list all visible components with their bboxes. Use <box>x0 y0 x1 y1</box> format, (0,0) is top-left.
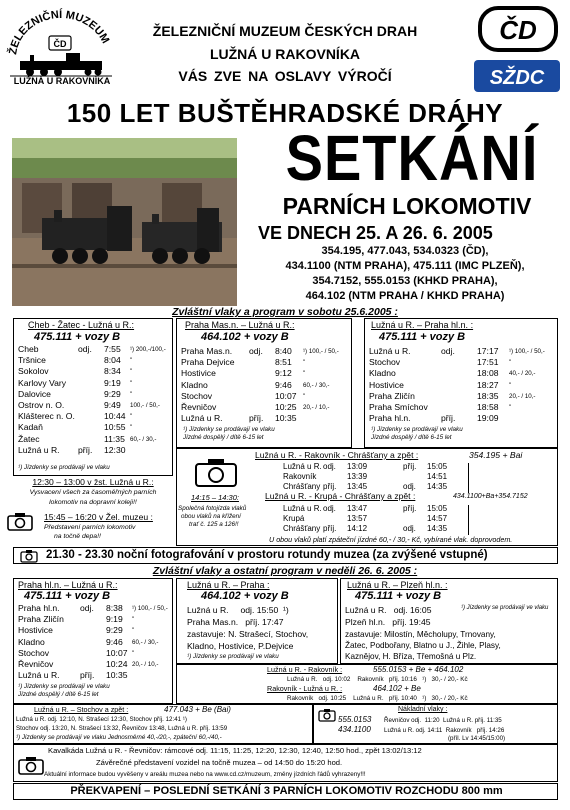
sat1-note: ¹) Jízdenky se prodávají ve vlaku <box>18 464 110 471</box>
sat1-timetable <box>18 344 172 456</box>
station-name: Praha Zličín <box>369 390 415 401</box>
timetable-row <box>181 413 351 424</box>
sun2-line2: Praha Mas.n. příj. 17:47 <box>187 617 284 627</box>
sbr-l1a: 555.0153 <box>338 715 372 724</box>
timetable-row <box>369 357 557 368</box>
timetable-row <box>181 402 351 413</box>
timetable-row <box>369 391 557 402</box>
time-value: 10:55 <box>104 422 126 433</box>
sbl-route: Lužná u R. – Stochov a zpět : <box>34 705 129 714</box>
sun-mid-route: Lužná u R. - Rakovník : <box>267 665 343 674</box>
arr-dep-label: příj. <box>78 444 93 455</box>
shuttle-loco2: 434.1100+Ba+354.7152 <box>453 493 528 500</box>
header-line2: LUŽNÁ U RAKOVNÍKA <box>209 46 361 62</box>
timetable-row <box>369 402 557 413</box>
timetable-row <box>18 411 172 422</box>
sat2-note2: Jízdné dospělý / dítě 6-15 let <box>183 434 264 441</box>
timetable-row <box>18 625 172 636</box>
station-name: Cheb <box>18 344 39 354</box>
station-name: Hostivice <box>18 625 53 636</box>
camera-icon <box>318 708 336 727</box>
station-name: Klášterec n. O. <box>18 411 75 422</box>
sat3-train: 475.111 + vozy B <box>379 331 466 343</box>
sun3-line5: Kaznějov, H. Bříza, Třemošná u Plz. <box>345 652 477 661</box>
arr-dep-label: odj. <box>78 344 92 354</box>
sun3-line3: zastavuje: Milostín, Měcholupy, Trnovany, <box>345 630 496 639</box>
time-value: 9:12 <box>275 368 292 379</box>
sat2-note1: ¹) Jízdenky se prodávají ve vlaku <box>183 426 275 433</box>
arr-dep-label: příj. <box>323 482 337 491</box>
timetable-row <box>18 434 172 445</box>
sun-train-box-3 <box>340 578 558 664</box>
time-value: 9:29 <box>104 388 121 399</box>
timetable-row <box>18 378 172 389</box>
sun3-train: 475.111 + vozy B <box>355 590 442 602</box>
shuttle-footer: U obou vlaků platí zpáteční jízdné 60,- / 30,- Kč, vybírané vlak. doprovodem. <box>269 535 513 544</box>
station-name: Kadaň <box>18 422 43 433</box>
time-value: 10:25 <box>275 401 297 412</box>
fare-value: " <box>132 627 135 635</box>
fare-value: " <box>303 370 306 378</box>
sun-train-box-2 <box>176 578 338 664</box>
time-value: 17:51 <box>477 357 499 368</box>
time-value: 14:57 <box>427 514 448 523</box>
station-name: Hostivice <box>181 368 216 379</box>
fare-value: " <box>130 379 133 387</box>
sbr-l3: (příl. Lv 14:45/15:00) <box>448 735 506 742</box>
time-value: 8:51 <box>275 357 292 368</box>
sat-train-box-1 <box>13 318 173 476</box>
saturday-title: Zvláštní vlaky a program v sobotu 25.6.2005 : <box>172 306 398 318</box>
timetable-row <box>18 614 172 625</box>
timetable-row <box>369 368 557 379</box>
time-value: 10:35 <box>275 413 297 424</box>
station-name: Žatec <box>18 433 40 444</box>
camera-icon-svg <box>7 511 33 531</box>
time-value: 12:30 <box>104 444 126 455</box>
footer-text: PŘEKVAPENÍ – POSLEDNÍ SETKÁNÍ 3 PARNÍCH LOKOMOTIV ROZCHODU 800 mm <box>70 785 503 797</box>
station-name: Lužná u R. <box>369 346 411 356</box>
sun1-timetable <box>18 603 172 681</box>
sun3-route: Lužná u R. – Plzeň hl.n. : <box>347 580 448 590</box>
locomotive-photo <box>12 138 237 306</box>
fare-value: ¹) 100,- / 50,- <box>303 348 339 355</box>
time-value: 13:57 <box>347 514 368 523</box>
time-value: 14:35 <box>427 524 448 533</box>
sun-bottom-left-box <box>13 704 313 744</box>
arr-dep-label: odj. <box>249 346 263 356</box>
cd-logo-icon <box>478 6 558 52</box>
sat3-note2: Jízdné dospělý / dítě 6-15 let <box>371 434 452 441</box>
sat-program-line6: na točně depa!! <box>54 533 101 540</box>
station-name: Ostrov n. O. <box>18 399 65 410</box>
time-value: 18:27 <box>477 379 499 390</box>
fare-value: ¹) 100,- / 50,- <box>509 348 545 355</box>
station-name: Praha hl.n. <box>369 413 411 424</box>
fare-value: ¹) 200,-/100,- <box>130 346 166 353</box>
timetable-row <box>18 659 172 670</box>
shuttle-cross1: Společná fotojízda vlaků <box>178 505 247 512</box>
arr-dep-label: příj. <box>441 413 456 424</box>
sat1-train: 475.111 + vozy B <box>34 331 121 343</box>
time-value: 13:09 <box>347 462 368 471</box>
time-value: 8:04 <box>104 355 121 366</box>
shuttle-cross3: trať č. 125 a 126!! <box>189 521 239 528</box>
sun-mid-loco: 555.0153 + Be + 464.102 <box>373 665 464 674</box>
station-name: Hostivice <box>369 379 404 390</box>
fare-value: " <box>130 390 133 398</box>
time-value: 9:19 <box>106 614 123 625</box>
sun3-line4: Žatec, Podbořany, Blatno u J., Žihle, Plasy, <box>345 641 501 650</box>
arr-dep-label: příj. <box>403 462 417 471</box>
time-value: 9:46 <box>275 379 292 390</box>
cavalcade-box <box>13 744 558 782</box>
timetable-row <box>369 346 557 357</box>
sun1-note2: Jízdné dospělý / dítě 6-15 let <box>18 691 99 698</box>
time-value: 13:47 <box>347 504 368 513</box>
arr-dep-label: příj. <box>323 524 337 533</box>
sun2-note: ¹) Jízdenky se prodávají ve vlaku <box>187 653 279 660</box>
camera-icon-svg <box>195 457 237 487</box>
sun-mid-line1: Lužná u R. odj. 10:02 Rakovník příj. 10:16 ¹) 30,- / 20,- Kč <box>287 676 468 683</box>
time-value: 7:55 <box>104 344 121 354</box>
arr-dep-label: odj. <box>403 482 416 491</box>
time-value: 15:05 <box>427 504 448 513</box>
station-name: Kladno <box>369 368 396 379</box>
sat2-train: 464.102 + vozy B <box>201 331 289 343</box>
station-name: Rakovník <box>283 472 317 481</box>
station-name: Kladno <box>181 379 208 390</box>
fare-value: " <box>509 381 512 389</box>
time-value: 17:17 <box>477 346 499 356</box>
fare-value: 20,- / 10,- <box>132 660 159 668</box>
arr-dep-label: odj. <box>441 346 455 356</box>
museum-logo-text: LUŽNÁ U RAKOVNÍKA <box>13 76 111 86</box>
sun2-train: 464.102 + vozy B <box>201 590 289 602</box>
shuttle-row <box>283 513 463 523</box>
shuttle-arrow-2 <box>468 505 469 535</box>
camera-icon-svg <box>18 755 44 775</box>
sun3-line1-note: ¹) Jízdenky se prodávají ve vlaku <box>461 605 549 611</box>
night-photo-box <box>13 547 558 564</box>
sat-program-line4: 15:45 – 16:20 v Žel. muzeu : <box>44 512 153 522</box>
shuttle-arrow-1 <box>468 463 469 493</box>
time-value: 13:45 <box>347 482 368 491</box>
timetable-row <box>18 389 172 400</box>
fare-value: " <box>132 649 135 657</box>
camera-icon-svg <box>318 708 336 722</box>
sat2-route: Praha Mas.n. – Lužná u R.: <box>185 320 295 330</box>
shuttle-cross2: obou vlaků na křížení <box>181 513 241 520</box>
header-line1: ŽELEZNIČNÍ MUZEUM ČESKÝCH DRAH <box>152 23 418 39</box>
sat1-route: Cheb - Žatec - Lužná u R.: <box>28 320 135 330</box>
sat-program-line5: Představení parních lokomotiv <box>44 524 136 531</box>
fare-value: 20,- / 10,- <box>303 403 330 411</box>
sat-train-box-3 <box>364 318 558 448</box>
timetable-row <box>18 670 172 681</box>
sbl-line2: Stochov odj. 13:20, N. Strašecí 13:32, Řevničov 13:48, Lužná u R. příj. 13:59 <box>16 725 228 732</box>
arr-dep-label: příj. <box>80 670 95 681</box>
museum-logo <box>6 6 116 90</box>
sat3-route: Lužná u R. – Praha hl.n. : <box>371 320 474 330</box>
sat-program-line3: lokomotiv na dopravní koleji!! <box>49 499 137 506</box>
camera-icon <box>18 755 44 780</box>
sat2-timetable <box>181 346 351 424</box>
time-value: 13:39 <box>347 472 368 481</box>
time-value: 8:34 <box>104 366 121 377</box>
sbl-line1: Lužná u R. odj. 12:10, N. Strašecí 12:30, Stochov příj. 12:41 ¹) <box>16 716 187 723</box>
station-name: Řevničov <box>18 658 54 669</box>
svg-text:ČD: ČD <box>53 39 67 49</box>
timetable-row <box>181 368 351 379</box>
time-value: 10:35 <box>106 670 128 681</box>
camera-icon <box>195 457 237 492</box>
timetable-row <box>181 380 351 391</box>
fare-value: " <box>130 357 133 365</box>
shuttle-row <box>283 481 463 491</box>
station-name: Lužná u R. <box>181 413 223 424</box>
timetable-row <box>181 357 351 368</box>
timetable-row <box>18 445 172 456</box>
station-name: Lužná u R. <box>283 462 322 471</box>
station-name: Dalovice <box>18 388 51 399</box>
fare-value: 40,- / 20,- <box>509 370 536 378</box>
shuttle-row <box>283 471 463 481</box>
fare-value: 60,- / 30,- <box>132 638 159 646</box>
station-name: Karlovy Vary <box>18 377 67 388</box>
sbr-title: Nákladní vlaky : <box>398 706 448 713</box>
cavalcade-line2: Závěrečné představení vozidel na točně muzea – od 14:50 do 15:20 hod. <box>96 758 343 767</box>
time-value: 19:09 <box>477 413 499 424</box>
fare-value: 60,- / 30,- <box>130 435 157 443</box>
camera-icon <box>7 511 33 536</box>
station-name: Krupá <box>283 514 305 523</box>
sat3-note1: ¹) Jízdenky se prodávají ve vlaku <box>371 426 463 433</box>
svg-text:ČD: ČD <box>499 15 537 45</box>
szdc-logo-icon <box>472 56 562 96</box>
timetable-row <box>181 346 351 357</box>
time-value: 9:46 <box>106 636 123 647</box>
station-name: Řevničov <box>181 401 217 412</box>
station-name: Praha hl.n. <box>18 603 60 613</box>
station-name: Kladno <box>18 636 45 647</box>
shuttle-loco1: 354.195 + Bai <box>469 450 523 460</box>
sun3-line1: Lužná u R. odj. 16:05 <box>345 605 432 615</box>
shuttle-box <box>176 448 558 546</box>
fare-value: " <box>130 368 133 376</box>
shuttle-time: 14:15 – 14:30: <box>191 493 239 502</box>
station-name: Praha Zličín <box>18 614 64 625</box>
arr-dep-label: odj. <box>80 603 94 613</box>
svg-text:SŽDC: SŽDC <box>489 67 545 89</box>
timetable-row <box>18 400 172 411</box>
station-name: Tršnice <box>18 355 46 366</box>
sun-mid-route2: Rakovník - Lužná u R. : <box>267 684 343 693</box>
timetable-row <box>18 603 172 614</box>
locos-line3: 354.7152, 555.0153 (KHKD PRAHA), <box>312 275 498 287</box>
fare-value: ¹) 100,- / 50,- <box>132 605 168 612</box>
station-name: Lužná u R. <box>283 504 322 513</box>
timetable-row <box>18 637 172 648</box>
sun2-line4: Kladno, Hostivice, P.Dejvice <box>187 641 294 651</box>
arr-dep-label: příj. <box>403 504 417 513</box>
time-value: 18:35 <box>477 390 499 401</box>
station-name: Praha Dejvice <box>181 357 235 368</box>
cavalcade-line3: Aktuální informace budou vyvěšeny v areálu muzea nebo na www.cd.cz/muzeum, změny jízdních řádů vyhrazeny!!! <box>44 771 366 778</box>
cd-logo <box>478 6 558 52</box>
arr-dep-label: odj. <box>323 504 336 513</box>
station-name: Lužná u R. <box>18 670 60 681</box>
fare-value: 60,- / 30,- <box>303 381 330 389</box>
camera-icon-svg <box>20 549 38 563</box>
time-value: 10:44 <box>104 411 126 422</box>
station-name: Praha Mas.n. <box>181 346 233 356</box>
sat-train-box-2 <box>176 318 352 448</box>
time-value: 9:29 <box>106 625 123 636</box>
event-subtitle: PARNÍCH LOKOMOTIV <box>282 193 532 219</box>
time-value: 8:40 <box>275 346 292 356</box>
timetable-row <box>18 355 172 366</box>
sun1-note1: ¹) Jízdenky se prodávají ve vlaku <box>18 683 110 690</box>
photo-graphic <box>12 138 237 306</box>
time-value: 10:07 <box>275 390 297 401</box>
arr-dep-label: příj. <box>249 413 264 424</box>
sun1-train: 475.111 + vozy B <box>24 590 111 602</box>
cavalcade-line1: Kavalkáda Lužná u R. - Řevničov: rámcové odj. 11:15, 11:25, 12:20, 12:30, 12:40, 12:50 hod., zpět 13:02/13:12 <box>48 746 422 755</box>
time-value: 14:12 <box>347 524 368 533</box>
fare-value: " <box>509 359 512 367</box>
station-name: Lužná u R. <box>18 444 60 455</box>
sbr-l2b: Lužná u R. odj. 14:11 Rakovník příj. 14:26 <box>384 727 505 734</box>
timetable-row <box>369 380 557 391</box>
fare-value: " <box>130 424 133 432</box>
time-value: 14:51 <box>427 472 448 481</box>
sat3-timetable <box>369 346 557 424</box>
shuttle-timetable-1 <box>283 461 463 491</box>
time-value: 10:24 <box>106 658 128 669</box>
station-name: Praha Smíchov <box>369 401 428 412</box>
sun3-line2: Plzeň hl.n. příj. 19:45 <box>345 617 431 627</box>
time-value: 11:35 <box>104 433 125 444</box>
time-value: 14:35 <box>427 482 448 491</box>
sun2-route: Lužná u R. – Praha : <box>187 580 270 590</box>
time-value: 15:05 <box>427 462 448 471</box>
fare-value: " <box>303 392 306 400</box>
locos-line4: 464.102 (NTM PRAHA / KHKD PRAHA) <box>305 290 505 302</box>
station-name: Sokolov <box>18 366 49 377</box>
shuttle-row <box>283 461 463 471</box>
fare-value: " <box>132 616 135 624</box>
fare-value: " <box>509 403 512 411</box>
station-name: Chrášťany <box>283 524 321 533</box>
locos-line2: 434.1100 (NTM PRAHA), 475.111 (IMC PLZEŇ), <box>285 260 525 272</box>
event-title: SETKÁNÍ <box>285 121 539 194</box>
station-name: Stochov <box>181 390 213 401</box>
sbr-l1b: Řevničov odj. 11:20 Lužná u R. příj. 11:35 <box>384 717 502 724</box>
shuttle-row <box>283 523 463 533</box>
timetable-row <box>181 391 351 402</box>
svg-text:ŽELEZNIČNÍ MUZEUM: ŽELEZNIČNÍ MUZEUM <box>7 8 112 56</box>
sun-mid-box <box>176 664 558 704</box>
station-name: Stochov <box>18 647 50 658</box>
timetable-row <box>18 648 172 659</box>
sun-train-box-1 <box>13 578 173 704</box>
shuttle-row <box>283 503 463 513</box>
sun2-line1: Lužná u R. odj. 15:50 ¹) <box>187 605 289 615</box>
fare-value: 100,- / 50,- <box>130 401 160 409</box>
fare-value: " <box>303 359 306 367</box>
fare-value: 20,- / 10,- <box>509 392 536 400</box>
sbr-l2a: 434.1100 <box>338 725 371 734</box>
sbl-line3: ¹) Jízdenky se prodávají ve vlaku Jednosměrné 40,-/20,-, zpáteční 60,-/40,- <box>16 734 222 741</box>
shuttle-route2: Lužná u R. - Krupá - Chrášťany a zpět : <box>265 491 416 501</box>
sunday-title: Zvláštní vlaky a ostatní program v neděli 26. 6. 2005 : <box>152 565 418 577</box>
shuttle-timetable-2 <box>283 503 463 533</box>
time-value: 18:58 <box>477 401 499 412</box>
sun-bottom-right-box <box>313 704 558 744</box>
timetable-row <box>369 413 557 424</box>
shuttle-route1: Lužná u R. - Rakovník - Chrášťany a zpět : <box>255 450 419 460</box>
anniversary-title: 150 LET BUŠTĚHRADSKÉ DRÁHY <box>66 98 504 128</box>
sat-program-line1: 12:30 – 13:00 v žst. Lužná u R.: <box>32 477 154 487</box>
time-value: 10:07 <box>106 647 128 658</box>
timetable-row <box>18 366 172 377</box>
station-name: Chrášťany <box>283 482 321 491</box>
sbl-loco: 477.043 + Be (Bai) <box>164 705 231 714</box>
arr-dep-label: odj. <box>403 524 416 533</box>
footer-box <box>13 783 558 800</box>
sun-mid-loco2: 464.102 + Be <box>373 684 421 693</box>
timetable-row <box>18 422 172 433</box>
time-value: 8:38 <box>106 603 123 613</box>
time-value: 9:19 <box>104 377 121 388</box>
sun1-route: Praha hl.n. – Lužná u R.: <box>18 580 118 590</box>
night-text: 21.30 - 23.30 noční fotografování v prostoru rotundy muzea (za zvýšené vstupné) <box>46 549 488 561</box>
szdc-logo <box>472 56 562 96</box>
fare-value: " <box>130 413 133 421</box>
station-name: Stochov <box>369 357 401 368</box>
event-dates: VE DNECH 25. A 26. 6. 2005 <box>258 223 493 243</box>
arr-dep-label: odj. <box>323 462 336 471</box>
header-line3: VÁS ZVE NA OSLAVY VÝROČÍ <box>178 68 392 84</box>
time-value: 18:08 <box>477 368 499 379</box>
sun-mid-line2: Rakovník odj. 10:25 Lužná u R. příj. 10:40 ¹) 30,- / 20,- Kč <box>287 695 468 702</box>
timetable-row <box>18 344 172 355</box>
locos-line1: 354.195, 477.043, 534.0323 (ČD), <box>321 245 489 257</box>
time-value: 9:49 <box>104 399 121 410</box>
sun2-line3: zastavuje: N. Strašecí, Stochov, <box>187 629 309 639</box>
sat-program-line2: Vysvacení všech za časoměřných parních <box>29 489 157 496</box>
